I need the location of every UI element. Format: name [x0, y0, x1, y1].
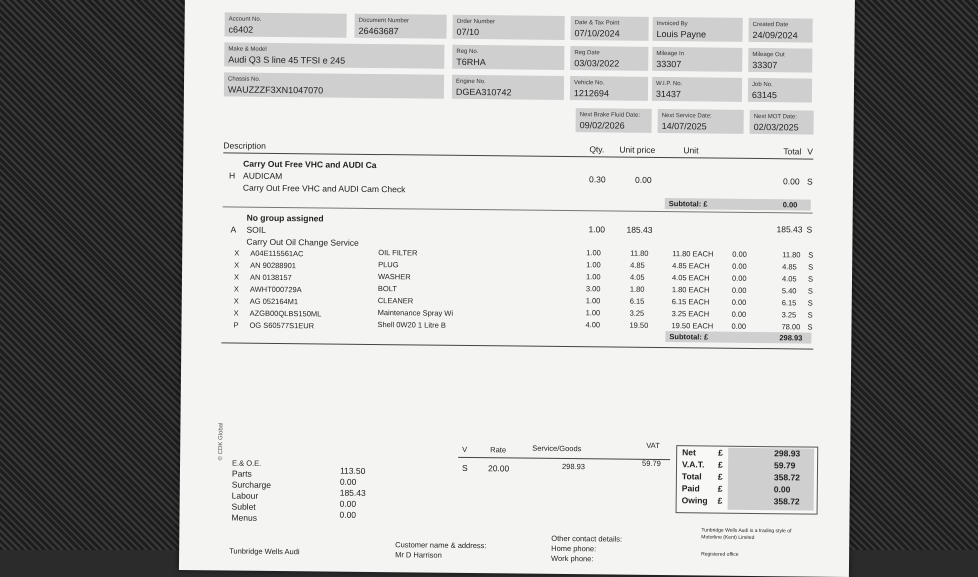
invoice-document — [179, 0, 855, 577]
part-unit: 4.85 EACH — [672, 261, 710, 271]
part-total: 5.40 — [781, 286, 797, 296]
part-name: CLEANER — [377, 296, 414, 306]
part-unit: 1.80 EACH — [671, 285, 710, 295]
group2-qty: 1.00 — [588, 224, 606, 235]
group2-title: No group assigned — [246, 212, 324, 224]
created-date-field: Created Date 24/09/2024 — [748, 18, 812, 43]
group1-qty: 0.30 — [588, 174, 606, 185]
vat-row-vat: 59.79 — [642, 458, 661, 469]
group2-rule — [221, 342, 813, 349]
part-qty: 3.00 — [585, 284, 601, 294]
part-unit-price: 4.85 — [630, 260, 645, 270]
car-seat-fabric-left — [0, 0, 200, 550]
order-number-field: Order Number 07/10 — [453, 15, 565, 40]
part-number: OG S60577S1EUR — [249, 320, 315, 331]
part-discount: 0.00 — [732, 261, 747, 271]
totals-value: 0.00 — [773, 484, 791, 495]
breakdown-label: Labour — [231, 490, 259, 501]
group1-unit-price: 0.00 — [634, 174, 652, 185]
part-discount: 0.00 — [731, 309, 747, 319]
registered-office: Registered office — [701, 551, 739, 558]
part-unit-price: 6.15 — [629, 296, 645, 306]
part-unit-price: 4.05 — [629, 272, 645, 282]
vehicle-no-field: Vehicle No. 1212694 — [570, 76, 648, 101]
totals-label: Total — [681, 471, 702, 482]
vat-head-rate: Rate — [490, 445, 507, 455]
group1-code: AUDICAM — [243, 170, 283, 182]
part-flag: X — [234, 260, 240, 270]
part-flag: X — [234, 248, 240, 258]
job-no-field: Job No. 63145 — [748, 78, 812, 103]
group1-subtotal: 0.00 — [782, 200, 798, 210]
part-number: A04E115561AC — [250, 248, 304, 259]
vat-head-service: Service/Goods — [532, 443, 582, 454]
group2-desc: Carry Out Oil Change Service — [246, 236, 359, 248]
part-discount: 0.00 — [731, 297, 747, 307]
breakdown-value: 113.50 — [339, 465, 366, 476]
part-unit-price: 1.80 — [629, 284, 645, 294]
breakdown-value: 0.00 — [339, 498, 357, 509]
group2-subtotal: 298.93 — [779, 333, 803, 343]
part-vat-code: S — [808, 262, 814, 272]
trading-note: Tunbridge Wells Audi is a trading style of Motorline (Kent) Limited — [701, 527, 792, 541]
wip-no-field: W.I.P. No. 31437 — [652, 77, 742, 102]
part-vat-code: S — [807, 298, 813, 308]
other-contact-label: Other contact details: — [551, 533, 623, 544]
part-discount: 0.00 — [731, 285, 747, 295]
group1-subtotal-label: Subtotal: £ — [668, 199, 708, 209]
reg-no-field: Reg No. T6RHA — [452, 45, 564, 70]
part-qty: 1.00 — [585, 296, 601, 306]
vat-head-v: V — [462, 444, 468, 454]
breakdown-label: Parts — [231, 468, 252, 479]
part-unit: 6.15 EACH — [671, 297, 710, 307]
part-total: 4.85 — [782, 262, 797, 272]
group1-title: Carry Out Free VHC and AUDI Ca — [243, 158, 377, 171]
engine-no-field: Engine No. DGEA310742 — [452, 75, 564, 100]
totals-value: 358.72 — [773, 472, 800, 483]
part-name: OIL FILTER — [378, 248, 418, 258]
part-vat-code: S — [807, 286, 813, 296]
part-name: PLUG — [378, 260, 399, 270]
col-unit-price: Unit price — [619, 144, 656, 155]
part-discount: 0.00 — [732, 249, 747, 259]
date-tax-point-field: Date & Tax Point 07/10/2024 — [570, 16, 648, 41]
next-service-field: Next Service Date: 14/07/2025 — [658, 109, 744, 134]
mileage-in-field: Mileage In 33307 — [652, 47, 742, 72]
vat-rule — [458, 457, 670, 460]
work-phone-label: Work phone: — [551, 553, 594, 564]
part-discount: 0.00 — [731, 321, 747, 331]
totals-currency: £ — [717, 471, 723, 482]
next-brake-fluid-field: Next Brake Fluid Date: 09/02/2026 — [576, 108, 652, 133]
part-number: AWHT000729A — [249, 284, 302, 295]
breakdown-label: Sublet — [231, 501, 256, 512]
col-unit: Unit — [683, 145, 699, 156]
totals-shaded — [728, 448, 815, 511]
part-flag: X — [233, 296, 239, 306]
totals-label: Paid — [681, 483, 700, 494]
chassis-no-field: Chassis No. WAUZZZF3XN1047070 — [224, 72, 444, 98]
totals-currency: £ — [717, 495, 723, 506]
part-name: BOLT — [377, 284, 397, 294]
invoiced-by-field: Invoiced By Louis Payne — [652, 17, 742, 42]
breakdown-value: 0.00 — [339, 509, 357, 520]
customer-name: Mr D Harrison — [395, 550, 442, 560]
part-vat-code: S — [808, 250, 814, 260]
totals-label: Net — [682, 447, 696, 458]
part-unit: 4.05 EACH — [671, 273, 710, 283]
part-number: AG 052164M1 — [249, 296, 299, 307]
breakdown-label: Surcharge — [231, 479, 272, 490]
part-unit-price: 3.25 — [629, 308, 645, 318]
group1-flag: H — [229, 170, 236, 181]
part-number: AZGB00QLBS150ML — [249, 308, 322, 319]
mileage-out-field: Mileage Out 33307 — [748, 48, 812, 73]
vat-row-service: 298.93 — [561, 461, 586, 472]
part-qty: 1.00 — [585, 272, 601, 282]
part-unit: 19.50 EACH — [671, 321, 714, 331]
totals-label: V.A.T. — [682, 459, 705, 470]
part-flag: X — [233, 272, 240, 282]
part-vat-code: S — [807, 310, 813, 320]
group1-desc: Carry Out Free VHC and AUDI Cam Check — [242, 182, 406, 195]
part-qty: 1.00 — [586, 248, 601, 258]
group2-subtotal-label: Subtotal: £ — [669, 332, 709, 342]
col-total: Total — [783, 146, 802, 157]
reg-date-field: Reg Date 03/03/2022 — [570, 46, 648, 71]
part-name: Shell 0W20 1 Litre B — [377, 320, 446, 330]
group2-v: S — [806, 224, 813, 235]
totals-value: 59.79 — [774, 460, 796, 471]
vat-row-rate: 20.00 — [487, 463, 510, 474]
col-v: V — [807, 146, 814, 157]
vat-row-v: S — [461, 462, 468, 473]
totals-currency: £ — [717, 483, 723, 494]
part-vat-code: S — [807, 274, 814, 284]
part-total: 4.05 — [781, 274, 797, 284]
part-total: 3.25 — [781, 310, 797, 320]
cdk-side-text: © CDK Global — [218, 422, 225, 461]
col-qty: Qty. — [589, 144, 605, 155]
part-unit-price: 19.50 — [629, 320, 649, 330]
part-flag: X — [233, 284, 239, 294]
part-flag: X — [233, 308, 239, 318]
document-number-field: Document Number 26463687 — [355, 14, 447, 39]
next-mot-field: Next MOT Date: 02/03/2025 — [750, 110, 814, 135]
group2-total: 185.43 — [776, 224, 803, 235]
col-description: Description — [223, 140, 266, 151]
account-no-field: Account No. c6402 — [225, 12, 347, 37]
part-qty: 1.00 — [586, 260, 601, 270]
totals-currency: £ — [718, 459, 723, 470]
part-unit-price: 11.80 — [630, 248, 649, 258]
part-name: Maintenance Spray Wi — [377, 308, 454, 318]
part-name: WASHER — [377, 272, 411, 282]
part-number: AN 90288901 — [250, 260, 297, 271]
group1-v: S — [806, 176, 813, 187]
part-total: 6.15 — [781, 298, 797, 308]
eoe-text: E.& O.E. — [232, 458, 262, 468]
group2-unit-price: 185.43 — [626, 224, 653, 235]
part-total: 11.80 — [782, 250, 801, 260]
part-vat-code: S — [807, 322, 813, 332]
part-unit: 3.25 EACH — [671, 309, 710, 319]
totals-value: 298.93 — [774, 448, 801, 459]
part-qty: 1.00 — [585, 308, 601, 318]
part-unit: 11.80 EACH — [672, 249, 714, 259]
dealer-name: Tunbridge Wells Audi — [229, 546, 300, 557]
part-flag: P — [233, 320, 239, 330]
part-discount: 0.00 — [731, 273, 747, 283]
breakdown-value: 0.00 — [339, 476, 357, 487]
group2-flag: A — [230, 224, 237, 235]
vat-head-vat: VAT — [646, 440, 660, 450]
part-number: AN 0138157 — [249, 272, 292, 283]
group1-total: 0.00 — [782, 176, 800, 187]
totals-value: 358.72 — [773, 496, 800, 507]
part-total: 78.00 — [781, 322, 801, 332]
part-qty: 4.00 — [585, 320, 601, 330]
totals-currency: £ — [718, 447, 723, 458]
group2-code: SOIL — [246, 224, 266, 235]
customer-label: Customer name & address: — [395, 540, 487, 551]
make-model-field: Make & Model Audi Q3 S line 45 TFSI e 245 — [224, 42, 444, 68]
home-phone-label: Home phone: — [551, 543, 597, 554]
totals-label: Owing — [681, 495, 708, 506]
breakdown-label: Menus — [231, 512, 258, 523]
breakdown-value: 185.43 — [339, 487, 366, 498]
